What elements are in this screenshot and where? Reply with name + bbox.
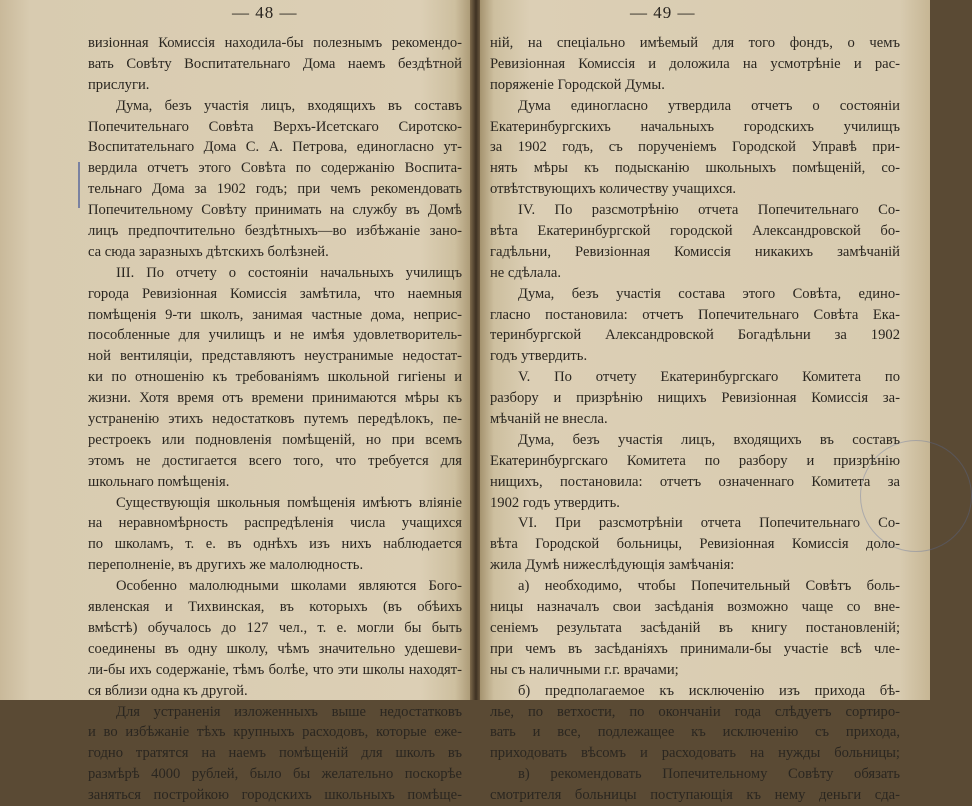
text-line: годно тратятся на наемъ помѣщеній для школъ въ [88, 745, 462, 762]
text-line: гласно постановила: отчетъ Попечительнаго Совѣта Ека- [490, 306, 900, 323]
right-page [480, 0, 930, 804]
text-line: тельнаго Дома за 1902 годъ; при чемъ рекомендовать [88, 181, 462, 198]
text-line: Особенно малолюдными школами являются Бого- [116, 578, 462, 595]
text-line: в) рекомендовать Попечительному Совѣту обязать [518, 766, 900, 783]
text-line: лье, по ветхости, по окончаніи года слѣдуетъ сортиро- [490, 703, 900, 720]
text-line: IV. По разсмотрѣнію отчета Попечительнаго Со- [518, 202, 900, 219]
text-line: ли-бы ихъ содержаніе, тѣмъ болѣе, что эти школы находят- [88, 661, 462, 678]
text-line: города Ревизіонная Комиссія замѣтила, что наемныя [88, 285, 462, 302]
text-line: на неравномѣрность распредѣленія числа учащихся [88, 515, 462, 532]
text-line: нищихъ, постановила: отчетъ означеннаго Комитета за [490, 473, 900, 490]
text-line: V. По отчету Екатеринбургскаго Комитета по [518, 369, 900, 386]
margin-pencil-mark [78, 162, 86, 208]
text-line: жизни. Хотя время отъ времени принимаются мѣры къ [88, 390, 462, 407]
text-line: Дума, безъ участія состава этого Совѣта, едино- [518, 285, 900, 302]
text-line: VI. При разсмотрѣніи отчета Попечительнаго Со- [518, 515, 900, 532]
text-line: переполненіе, въ другихъ же малолюдность. [88, 557, 364, 574]
text-line: Попечительному Совѣту принимать на службу въ Домѣ [88, 202, 462, 219]
text-line: ки по отношенію къ требованіямъ школьной гигіены и [88, 369, 462, 386]
text-line: Для устраненія изложенныхъ выше недостатковъ [116, 703, 462, 720]
text-line: са сюда заразныхъ дѣтскихъ болѣзней. [88, 243, 329, 260]
text-line: приходовать вѣсомъ и расходовать на нужды больницы; [490, 745, 900, 762]
text-line: мѣчаній не внесла. [490, 411, 608, 428]
text-line: рестроекъ или подновленія помѣщеній, но при всемъ [88, 431, 462, 448]
text-line: сеніемъ результата засѣданій въ книгу постановленій; [490, 619, 900, 636]
text-line: Дума, безъ участія лицъ, входящихъ въ составъ [518, 431, 900, 448]
text-line: вѣта Городской больницы, Ревизіонная Комиссія доло- [490, 536, 900, 553]
text-line: помѣщенія 9-ти школъ, занимая частные дома, неприс- [88, 306, 462, 323]
text-line: по школамъ, т. е. въ однѣхъ изъ нихъ наблюдается [88, 536, 462, 553]
text-line: а) необходимо, чтобы Попечительный Совѣтъ боль- [518, 578, 900, 595]
left-page [0, 0, 472, 804]
text-line: пособленные для училищъ и не имѣя удовлетворитель- [88, 327, 462, 344]
text-line: размѣрѣ 4000 рублей, было бы желательно поскорѣе [88, 766, 462, 783]
text-line: гадѣльни, Ревизіонная Комиссія никакихъ замѣчаній [490, 243, 900, 260]
text-line: этомъ не достигается всего того, что требуется для [88, 452, 462, 469]
page-number-49: — 49 — [630, 3, 696, 22]
right-page-text [490, 33, 900, 806]
text-line: вердила отчетъ этого Совѣта по содержанію Воспита- [88, 160, 462, 177]
text-line: Дума единогласно утвердила отчетъ о состояніи [518, 97, 900, 114]
text-line: 1902 годъ утвердить. [490, 494, 620, 511]
text-line: разбору и призрѣнію нищихъ Ревизіонная Комиссія за- [490, 390, 900, 407]
text-line: ся вблизи одна къ другой. [88, 682, 248, 699]
text-line: III. По отчету о состояніи начальныхъ училищъ [116, 264, 462, 281]
text-line: Екатеринбургскаго Комитета по разбору и призрѣнію [490, 452, 900, 469]
text-line: нять мѣры къ подысканію школьныхъ помѣщеній, со- [490, 160, 900, 177]
text-line: явленская и Тихвинская, въ которыхъ (въ обѣихъ [88, 599, 462, 616]
text-line: и во избѣжаніе тѣхъ крупныхъ расходовъ, которые еже- [88, 724, 462, 741]
text-line: б) предполагаемое къ исключенію изъ прихода бѣ- [518, 682, 900, 699]
text-line: школьнаго помѣщенія. [88, 473, 230, 490]
text-line: ній, на спеціально имѣемый для того фондъ, о чемъ [490, 35, 900, 51]
text-line: годъ утвердить. [490, 348, 588, 365]
text-line: ны съ наличными г.г. врачами; [490, 661, 679, 678]
text-line: поряженіе Городской Думы. [490, 76, 665, 93]
text-line: Екатеринбургскихъ начальныхъ городскихъ училищъ [490, 118, 900, 135]
text-line: вать Совѣту Воспитательнаго Дома наемъ бездѣтной [88, 55, 462, 72]
text-line: визіонная Комиссія находила-бы полезнымъ рекомендо- [88, 35, 462, 51]
text-line: Попечительнаго Совѣта Верхъ-Исетскаго Сиротско- [88, 118, 462, 135]
text-line: вать и все, подлежащее къ исключенію съ прихода, [490, 724, 900, 741]
text-line: Дума, безъ участія лицъ, входящихъ въ составъ [116, 97, 462, 114]
text-line: Существующія школьныя помѣщенія имѣютъ вліяніе [116, 494, 462, 511]
text-line: ницы назначалъ свои засѣданія возможно чаще со вне- [490, 599, 900, 616]
text-line: не сдѣлала. [490, 264, 562, 281]
text-line: соединены въ одну школу, чѣмъ значительно удешеви- [88, 640, 462, 657]
text-line: лицъ предпочтительно бездѣтныхъ—во избѣжаніе зано- [88, 223, 462, 240]
text-line: при чемъ въ засѣданіяхъ принимали-бы участіе всѣ чле- [490, 640, 900, 657]
text-line: вѣта Екатеринбургской городской Александровской бо- [490, 223, 900, 240]
text-line: Воспитательнаго Дома С. А. Петрова, единогласно ут- [88, 139, 462, 156]
text-line: смотрителя больницы поступающія къ нему деньги сда- [490, 787, 900, 804]
text-line: за 1902 годъ, съ порученіемъ Городской Управѣ при- [490, 139, 900, 156]
text-line: вмѣстѣ) обучалось до 127 чел., т. е. могли бы быть [88, 619, 462, 636]
left-page-text [88, 33, 462, 806]
text-line: устраненію этихъ недостатковъ путемъ передѣлокъ, пе- [88, 411, 462, 428]
text-line: прислуги. [88, 76, 150, 93]
text-line: ной вентиляціи, представляютъ неустранимые недостат- [88, 348, 462, 365]
text-line: жила Думѣ нижеслѣдующія замѣчанія: [490, 557, 735, 574]
page-number-48: — 48 — [232, 3, 298, 22]
text-line: отвѣтствующихъ количеству учащихся. [490, 181, 737, 198]
text-line: Ревизіонная Комиссія и доложила на усмотрѣніе и рас- [490, 55, 900, 72]
text-line: теринбургской Александровской Богадѣльни за 1902 [490, 327, 900, 344]
text-line: заняться постройкою городскихъ школьныхъ помѣще- [88, 787, 462, 804]
